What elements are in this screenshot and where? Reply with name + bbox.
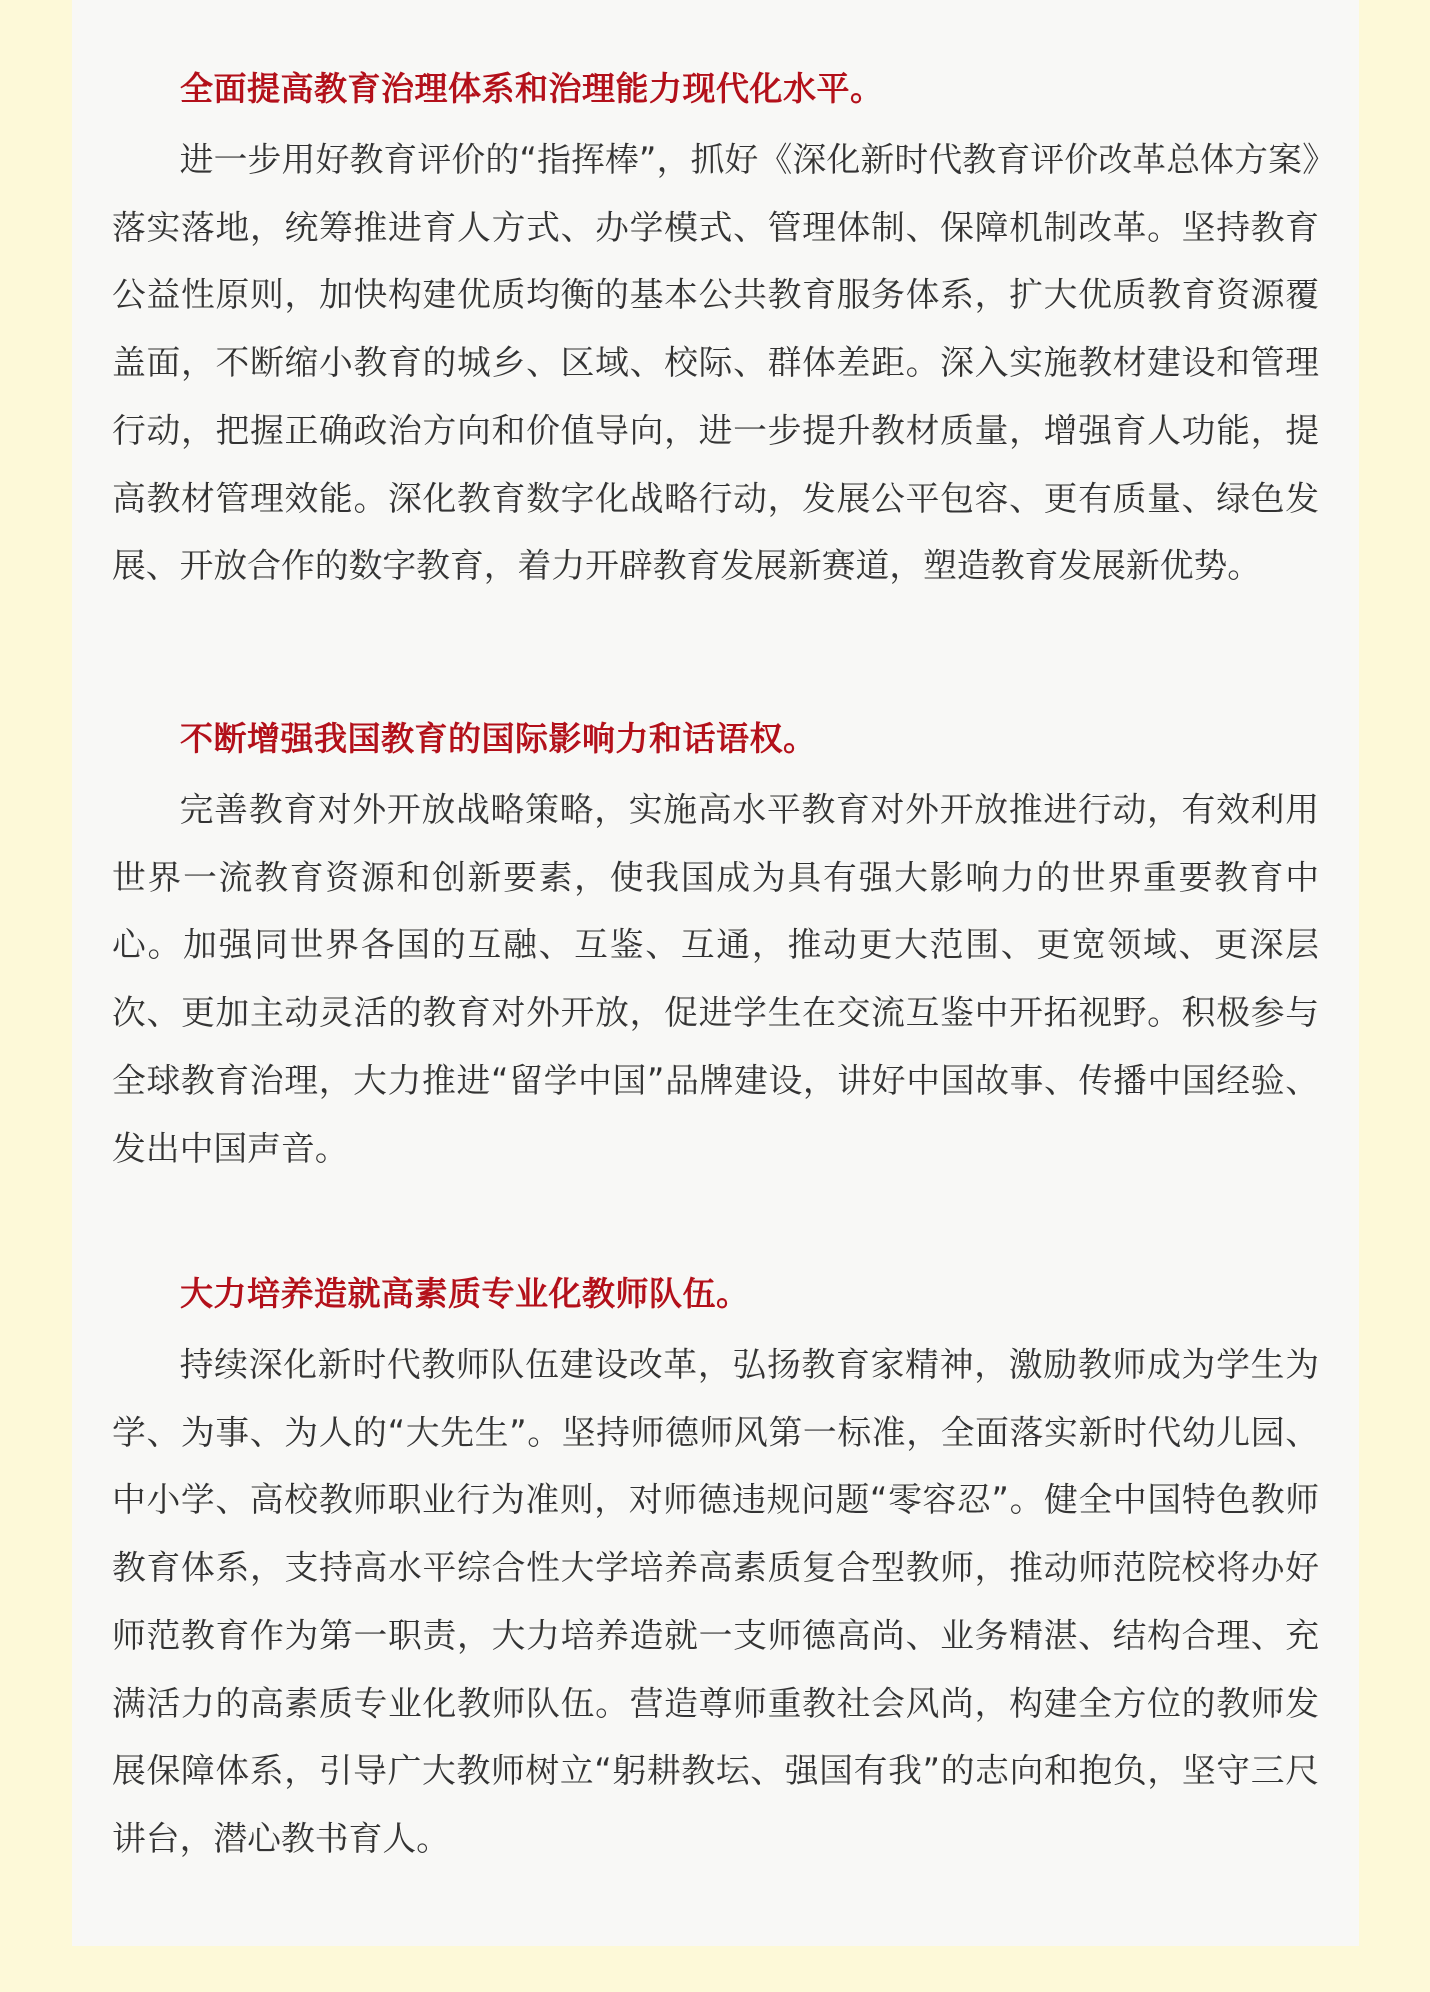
section-international-influence — [112, 715, 1319, 1182]
section-education-governance — [112, 65, 1319, 600]
section-teacher-workforce — [112, 1270, 1319, 1873]
section-heading: 大力培养造就高素质专业化教师队伍。 — [180, 1274, 750, 1313]
section-heading: 全面提高教育治理体系和治理能力现代化水平。 — [180, 69, 884, 108]
section-body: 进一步用好教育评价的“指挥棒”，抓好《深化新时代教育评价改革总体方案》落实落地，统筹推进育人方式、办学模式、管理体制、保障机制改革。坚持教育公益性原则，加快构建优质均衡的基本公共教育服务体系，扩大优质教育资源覆盖面，不断缩小教育的城乡、区域、校际、群体差距。深入实施教材建设和管理行动，把握正确政治方向和价值导向，进一步提升教材质量，增强育人功能，提高教材管理效能。深化教育数字化战略行动，发展公平包容、更有质量、绿色发展、开放合作的数字教育，着力开辟教育发展新赛道，塑造教育发展新优势。 — [112, 140, 1319, 586]
section-body: 持续深化新时代教师队伍建设改革，弘扬教育家精神，激励教师成为学生为学、为事、为人的“大先生”。坚持师德师风第一标准，全面落实新时代幼儿园、中小学、高校教师职业行为准则，对师德违规问题“零容忍”。健全中国特色教师教育体系，支持高水平综合性大学培养高素质复合型教师，推动师范院校将办好师范教育作为第一职责，大力培养造就一支师德高尚、业务精湛、结构合理、充满活力的高素质专业化教师队伍。营造尊师重教社会风尚，构建全方位的教师发展保障体系，引导广大教师树立“躬耕教坛、强国有我”的志向和抱负，坚守三尺讲台，潜心教书育人。 — [112, 1345, 1319, 1858]
article-card — [72, 0, 1359, 1946]
section-heading: 不断增强我国教育的国际影响力和话语权。 — [180, 719, 817, 758]
section-body: 完善教育对外开放战略策略，实施高水平教育对外开放推进行动，有效利用世界一流教育资源和创新要素，使我国成为具有强大影响力的世界重要教育中心。加强同世界各国的互融、互鉴、互通，推动更大范围、更宽领域、更深层次、更加主动灵活的教育对外开放，促进学生在交流互鉴中开拓视野。积极参与全球教育治理，大力推进“留学中国”品牌建设，讲好中国故事、传播中国经验、发出中国声音。 — [112, 790, 1319, 1168]
